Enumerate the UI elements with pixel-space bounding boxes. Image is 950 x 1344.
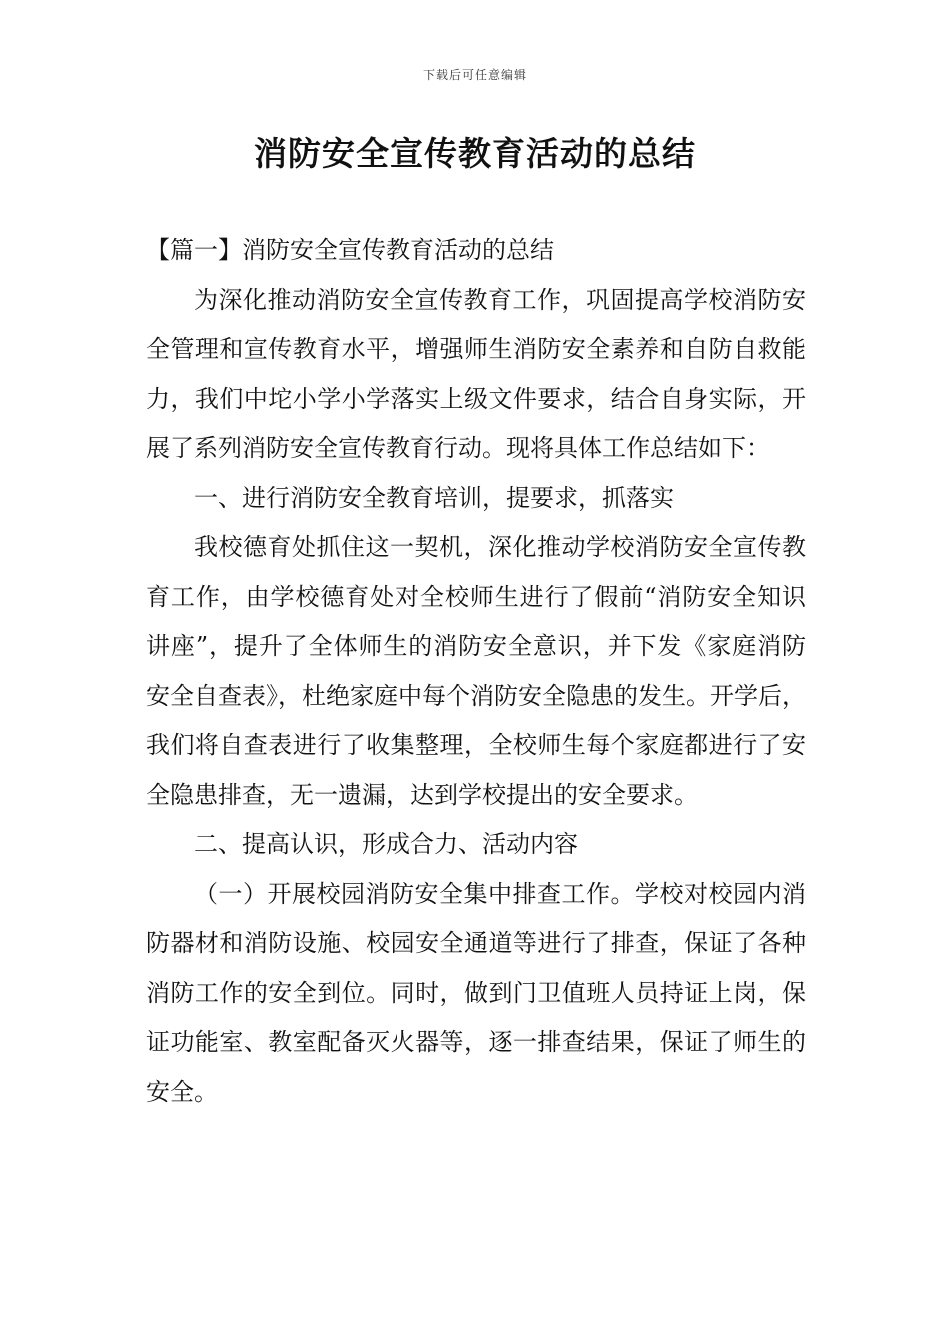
subheading-one: 一、进行消防安全教育培训，提要求，抓落实 [194,483,674,512]
body-paragraph-two: （一）开展校园消防安全集中排查工作。学校对校园内消防器材和消防设施、校园安全通道等进行了排查，保证了各种消防工作的安全到位。同时，做到门卫值班人员持证上岗，保证功能室、教室配备灭火器等，逐一排查结果，保证了师生的安全。 [146,879,806,1106]
document-body [146,226,806,1117]
header-note: 下载后可任意编辑 [422,68,527,82]
intro-paragraph: 为深化推动消防安全宣传教育工作，巩固提高学校消防安全管理和宣传教育水平，增强师生消防安全素养和自防自救能力，我们中坨小学小学落实上级文件要求，结合自身实际，开展了系列消防安全宣传教育行动。现将具体工作总结如下： [146,285,806,462]
document-title: 消防安全宣传教育活动的总结 [254,134,696,173]
section-heading: 【篇一】消防安全宣传教育活动的总结 [146,236,554,264]
subheading-two: 二、提高认识，形成合力、活动内容 [194,830,578,858]
body-paragraph-one: 我校德育处抓住这一契机，深化推动学校消防安全宣传教育工作，由学校德育处对全校师生进行了假前“消防安全知识讲座”，提升了全体师生的消防安全意识，并下发《家庭消防安全自查表》，杜绝家庭中每个消防安全隐患的发生。开学后，我们将自查表进行了收集整理，全校师生每个家庭都进行了安全隐患排查，无一遗漏，达到学校提出的安全要求。 [146,533,806,809]
